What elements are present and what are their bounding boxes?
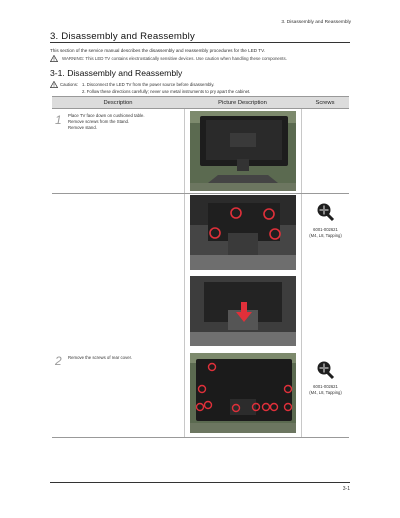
- step-line: Remove stand.: [68, 125, 97, 131]
- screw-spec: [302, 384, 350, 395]
- step-1-description: [52, 109, 184, 194]
- step-1-screws-cell: [301, 109, 349, 194]
- rear-cover-screws-photo: [190, 353, 296, 433]
- page-number: 3-1: [342, 486, 350, 492]
- step-text: [68, 113, 145, 132]
- caution-icon: [50, 81, 58, 88]
- step-2-picture-cell: [184, 194, 301, 438]
- tv-rear-with-stand-photo: [190, 111, 296, 191]
- step-number: 2: [55, 354, 62, 368]
- subsection-title: 3-1. Disassembly and Reassembly: [50, 68, 183, 78]
- step-number: 1: [55, 113, 62, 127]
- running-header: 3. Disassembly and Reassembly: [281, 20, 351, 25]
- header-picture-description: Picture Description: [184, 97, 301, 109]
- step-2-screws-cell: [301, 194, 349, 438]
- screw-description: (M4, L8, Tapping): [309, 232, 342, 238]
- section-rule: [50, 42, 350, 43]
- footer-rule: [50, 482, 350, 483]
- section-title: 3. Disassembly and Reassembly: [50, 31, 195, 42]
- screw-icon: [316, 202, 336, 222]
- caution-item: 2. Follow these directions carefully; never use metal instruments to pry apart the cabinet.: [82, 89, 251, 94]
- intro-text: This section of the service manual describes the disassembly and reassembly procedures for the LED TV.: [50, 48, 265, 53]
- warning-line: [50, 55, 287, 62]
- step-1-picture-cell: [184, 109, 301, 194]
- header-screws: Screws: [301, 97, 349, 109]
- cautions-label: Cautions:: [60, 82, 79, 87]
- screw-part-number: 6001-002621: [313, 384, 338, 389]
- screw-part-number: 6001-002621: [313, 227, 338, 232]
- warning-text: WARNING: This LED TV contains electrostatically sensitive devices. Use caution when handling these components.: [62, 55, 287, 61]
- screw-separator: [302, 269, 350, 270]
- screw-spec: [302, 227, 350, 238]
- procedure-table: [52, 96, 349, 438]
- stand-removal-photo: [190, 276, 296, 346]
- warning-icon: [50, 55, 58, 62]
- stand-screws-photo: [190, 195, 296, 270]
- cautions-block: [50, 81, 250, 95]
- step-2-description: [52, 194, 184, 438]
- caution-item: 1. Disconnect the LED TV from the power source before disassembly.: [82, 82, 215, 87]
- step-line: Remove the screws of rear cover.: [68, 355, 132, 360]
- screw-icon: [316, 360, 336, 380]
- step-text: [68, 355, 132, 361]
- screw-description: (M4, L8, Tapping): [309, 389, 342, 395]
- step-line: Place TV face down on cushioned table.: [68, 113, 145, 118]
- step-line: Remove screws from the Stand.: [68, 119, 130, 125]
- header-description: Description: [52, 97, 184, 109]
